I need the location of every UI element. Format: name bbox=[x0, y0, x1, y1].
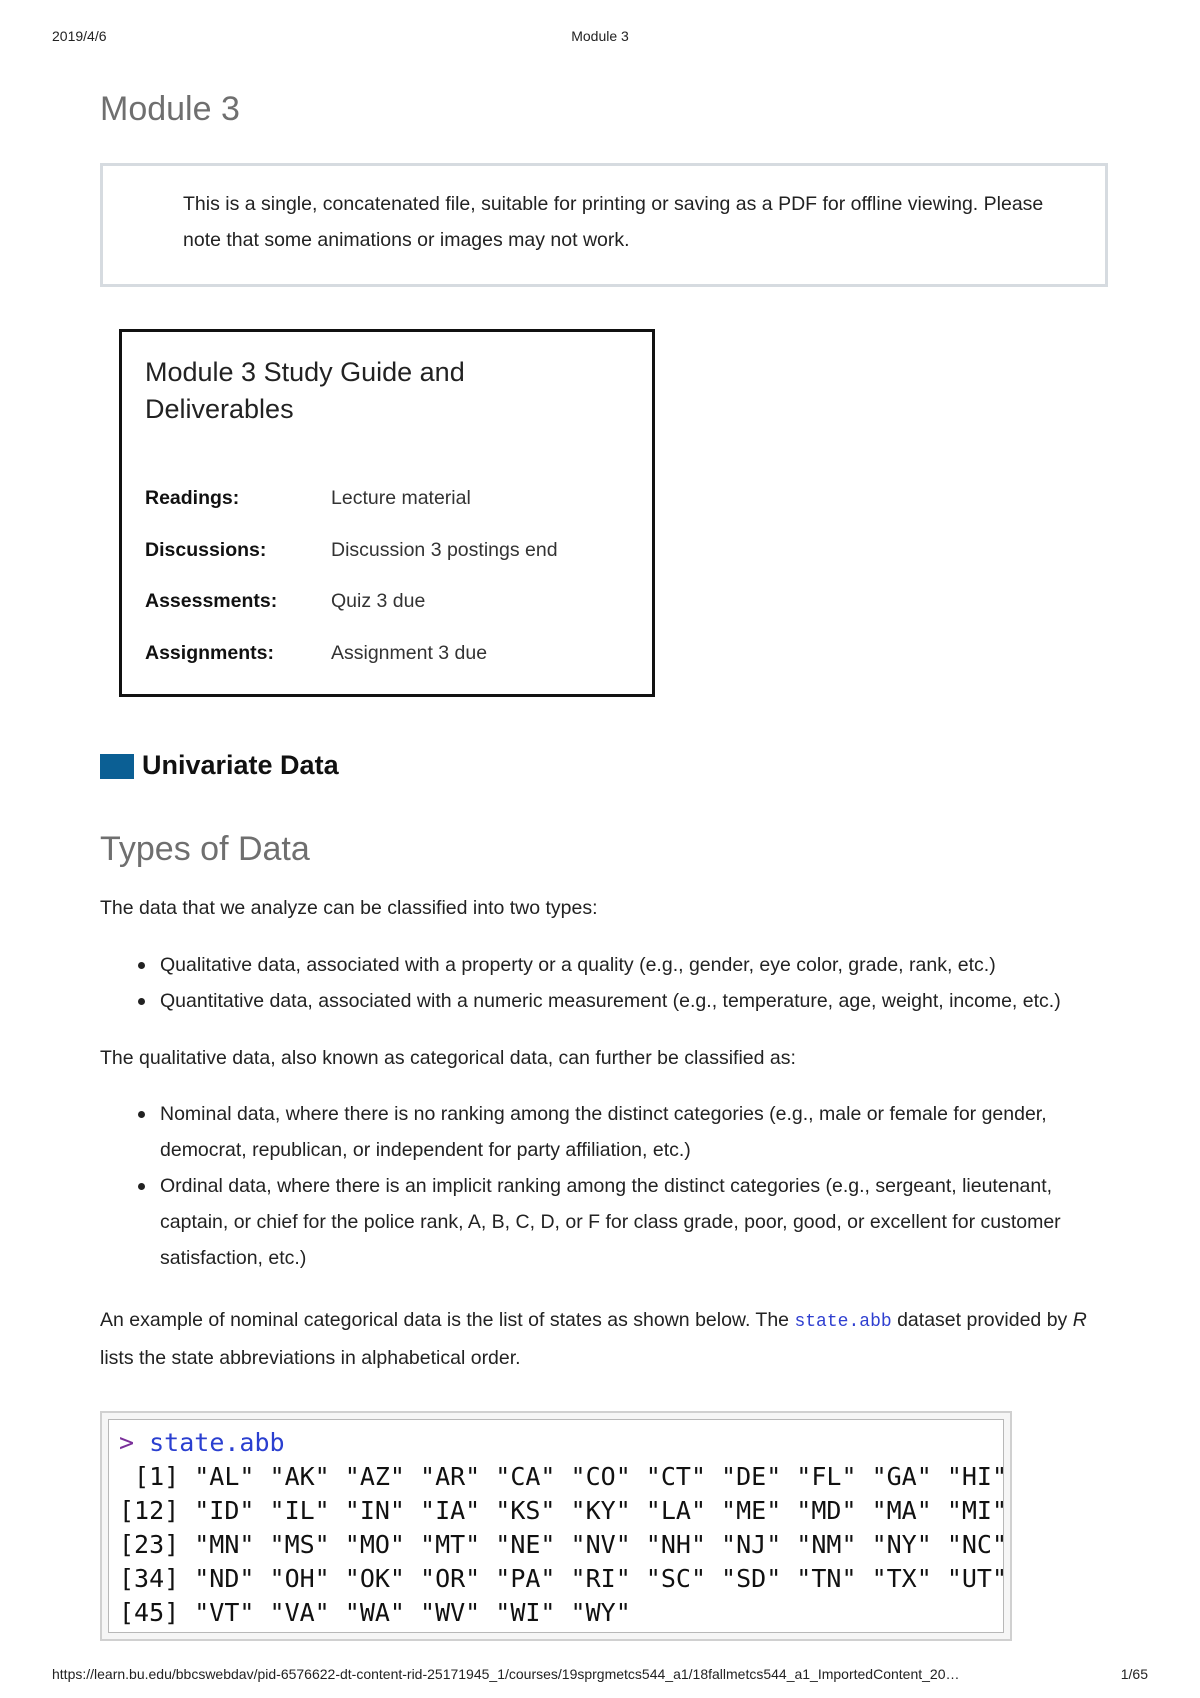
r-console-screenshot bbox=[100, 1411, 1012, 1641]
list-item bbox=[100, 1168, 1110, 1276]
console-output-line: [45] "VT" "VA" "WA" "WV" "WI" "WY" bbox=[119, 1598, 631, 1627]
bullet-icon bbox=[138, 1183, 145, 1190]
study-guide-value: Quiz 3 due bbox=[331, 590, 426, 612]
study-guide-label: Assignments: bbox=[145, 642, 274, 664]
inline-code-state-abb: state.abb bbox=[794, 1312, 892, 1332]
list-item bbox=[100, 1096, 1110, 1168]
study-guide-label: Assessments: bbox=[145, 590, 278, 612]
bullet-icon bbox=[138, 1111, 145, 1118]
page-title: Module 3 bbox=[100, 90, 240, 128]
study-guide-title: Module 3 Study Guide and Deliverables bbox=[145, 357, 465, 424]
r-language-name: R bbox=[1072, 1309, 1087, 1331]
study-guide-label: Discussions: bbox=[145, 539, 267, 561]
print-url: https://learn.bu.edu/bbcswebdav/pid-6576622-dt-content-rid-25171945_1/courses/19sprgmetcs544_a1/18fallmetcs544_a1_ImportedContent_20… bbox=[52, 1666, 960, 1682]
example-text-before: An example of nominal categorical data is the list of states as shown below. The bbox=[100, 1309, 795, 1331]
print-footer bbox=[52, 1666, 1148, 1686]
r-console bbox=[108, 1419, 1008, 1633]
console-prompt: > bbox=[119, 1428, 135, 1457]
example-text-middle: dataset provided by bbox=[891, 1309, 1073, 1331]
study-guide-box bbox=[119, 329, 655, 697]
console-output-line: [12] "ID" "IL" "IN" "IA" "KS" "KY" "LA" "ME" "MD" "MA" "MI" bbox=[119, 1496, 1008, 1525]
data-types-list bbox=[100, 947, 1110, 1019]
qualitative-paragraph: The qualitative data, also known as categorical data, can further be classified as: bbox=[100, 1047, 796, 1069]
console-output-line: [23] "MN" "MS" "MO" "MT" "NE" "NV" "NH" "NJ" "NM" "NY" "NC" bbox=[119, 1530, 1008, 1559]
print-title: Module 3 bbox=[571, 28, 629, 44]
section-heading-text: Univariate Data bbox=[142, 750, 339, 780]
print-date: 2019/4/6 bbox=[52, 28, 107, 44]
list-item-text: Qualitative data, associated with a property or a quality (e.g., gender, eye color, grade, rank, etc.) bbox=[160, 954, 996, 976]
list-item bbox=[100, 947, 1110, 983]
study-guide-label: Readings: bbox=[145, 487, 240, 509]
console-output-line: [34] "ND" "OH" "OK" "OR" "PA" "RI" "SC" "SD" "TN" "TX" "UT" bbox=[119, 1564, 1008, 1593]
console-command-line bbox=[119, 1426, 993, 1460]
types-of-data-heading: Types of Data bbox=[100, 830, 310, 868]
study-guide-value: Lecture material bbox=[331, 487, 471, 509]
console-command: state.abb bbox=[149, 1428, 285, 1457]
study-guide-value: Discussion 3 postings end bbox=[331, 539, 558, 561]
categorical-types-list bbox=[100, 1096, 1110, 1276]
bullet-icon bbox=[138, 962, 145, 969]
print-notice-box bbox=[100, 163, 1108, 287]
example-paragraph bbox=[100, 1302, 1110, 1376]
example-text-after: lists the state abbreviations in alphabetical order. bbox=[100, 1347, 521, 1369]
study-guide-value: Assignment 3 due bbox=[331, 642, 488, 664]
list-item-text: Ordinal data, where there is an implicit ranking among the distinct categories (e.g., sergeant, lieutenant, captain, or chief for the police rank, A, B, C, D, or F for class grade, poor, good, or excellent for customer satisfaction, etc.) bbox=[160, 1175, 1061, 1269]
intro-paragraph: The data that we analyze can be classified into two types: bbox=[100, 897, 598, 919]
list-item-text: Nominal data, where there is no ranking among the distinct categories (e.g., male or female for gender, democrat, republican, or independent for party affiliation, etc.) bbox=[160, 1103, 1047, 1161]
page-number: 1/65 bbox=[1120, 1666, 1148, 1682]
list-item bbox=[100, 983, 1110, 1019]
print-notice-text: This is a single, concatenated file, suitable for printing or saving as a PDF for offline viewing. Please note that some animations or images may not work. bbox=[183, 193, 1044, 251]
list-item-text: Quantitative data, associated with a numeric measurement (e.g., temperature, age, weight, income, etc.) bbox=[160, 990, 1061, 1012]
section-square-icon bbox=[100, 754, 134, 779]
print-header bbox=[52, 28, 1148, 48]
console-output-line: [1] "AL" "AK" "AZ" "AR" "CA" "CO" "CT" "DE" "FL" "GA" "HI" bbox=[119, 1462, 1008, 1491]
bullet-icon bbox=[138, 998, 145, 1005]
